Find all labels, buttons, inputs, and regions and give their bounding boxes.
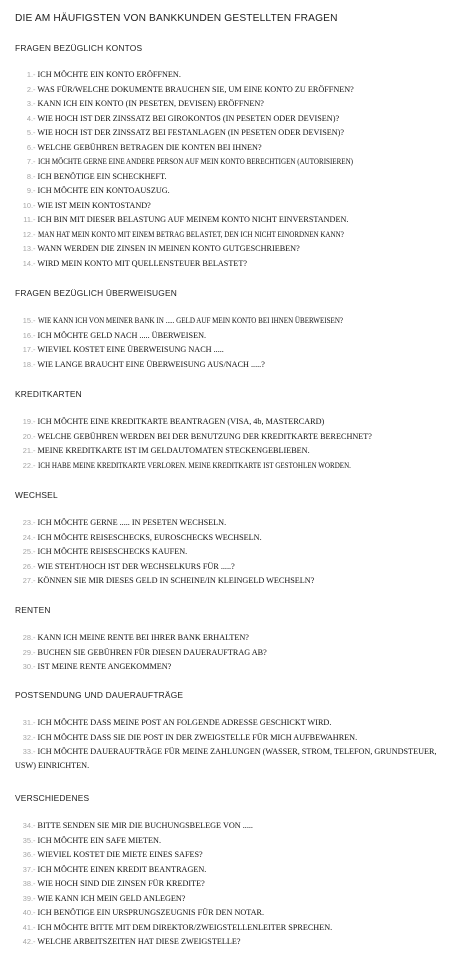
question-text: WIE HOCH IST DER ZINSSATZ BEI GIROKONTOS (IN PESETEN ODER DEVISEN)? [37, 113, 340, 123]
question-text: ICH MÖCHTE EIN KONTO ERÖFFNEN. [37, 70, 181, 79]
question-item: 23.- ICH MÖCHTE GERNE ..... IN PESETEN WECHSELN. [15, 516, 447, 530]
question-item: 35.- ICH MÖCHTE EIN SAFE MIETEN. [15, 834, 447, 848]
question-item: 36.- WIEVIEL KOSTET DIE MIETE EINES SAFES? [15, 848, 447, 862]
question-text: ICH BENÖTIGE EIN URSPRUNGSZEUGNIS FÜR DEN NOTAR. [37, 908, 265, 917]
question-text: WELCHE GEBÜHREN BETRAGEN DIE KONTEN BEI IHNEN? [37, 142, 262, 152]
question-item: 24.- ICH MÖCHTE REISESCHECKS, EUROSCHECKS WECHSELN. [15, 531, 447, 545]
question-number: 26. [22, 561, 33, 571]
question-number: 16. [22, 330, 33, 340]
question-item: 3.- KANN ICH EIN KONTO (IN PESETEN, DEVISEN) ERÖFFNEN? [15, 97, 447, 111]
question-item: 30.- IST MEINE RENTE ANGEKOMMEN? [15, 660, 447, 674]
question-number: 36. [22, 850, 33, 859]
question-text: ICH MÖCHTE BITTE MIT DEM DIREKTOR/ZWEIGSTELLENLEITER SPRECHEN. [37, 922, 333, 932]
question-item: 39.- WIE KANN ICH MEIN GELD ANLEGEN? [15, 892, 447, 906]
question-item: 41.- ICH MÖCHTE BITTE MIT DEM DIREKTOR/ZWEIGSTELLENLEITER SPRECHEN. [15, 921, 447, 935]
question-item: 19.- ICH MÖCHTE EINE KREDITKARTE BEANTRAGEN (VISA, 4b, MASTERCARD) [15, 415, 447, 429]
question-item: 27.- KÖNNEN SIE MIR DIESES GELD IN SCHEINE/IN KLEINGELD WECHSELN? [15, 574, 447, 588]
question-number: 41. [22, 922, 33, 932]
question-text: BUCHEN SIE GEBÜHREN FÜR DIESEN DAUERAUFTRAG AB? [37, 647, 267, 657]
question-number: 8. [26, 171, 33, 181]
question-number: 37. [22, 864, 33, 874]
question-number: 15. [22, 316, 33, 325]
question-number: 29. [22, 647, 33, 657]
question-number: 21. [22, 446, 33, 455]
question-item: 13.- WANN WERDEN DIE ZINSEN IN MEINEN KONTO GUTGESCHRIEBEN? [15, 242, 447, 256]
question-item: 6.- WELCHE GEBÜHREN BETRAGEN DIE KONTEN BEI IHNEN? [15, 141, 447, 155]
question-text: ICH MÖCHTE EIN SAFE MIETEN. [37, 835, 162, 845]
question-item: 37.- ICH MÖCHTE EINEN KREDIT BEANTRAGEN. [15, 863, 447, 877]
question-number: 14. [22, 258, 33, 268]
question-text: WIE HOCH IST DER ZINSSATZ BEI FESTANLAGEN (IN PESETEN ODER DEVISEN)? [37, 128, 345, 137]
question-item: 31.- ICH MÖCHTE DASS MEINE POST AN FOLGENDE ADRESSE GESCHICKT WIRD. [15, 716, 447, 730]
question-number: 27. [22, 576, 33, 585]
question-item: 8.- ICH BENÖTIGE EIN SCHECKHEFT. [15, 170, 447, 184]
question-number: 7. [26, 157, 33, 166]
section-heading-kontos: FRAGEN BEZÜGLICH KONTOS [15, 43, 143, 53]
question-item: 17.- WIEVIEL KOSTET EINE ÜBERWEISUNG NACH ..... [15, 343, 447, 357]
question-text: ICH MÖCHTE EINEN KREDIT BEANTRAGEN. [37, 864, 207, 874]
question-text: ICH MÖCHTE REISESCHECKS KAUFEN. [37, 547, 188, 556]
question-number: 38. [22, 879, 33, 888]
question-number: 2. [26, 84, 33, 94]
question-number: 40. [22, 908, 33, 917]
question-number: 23. [22, 518, 33, 527]
question-text: IST MEINE RENTE ANGEKOMMEN? [37, 662, 172, 671]
question-number: 39. [22, 893, 33, 903]
question-number: 33. [22, 747, 33, 756]
question-number: 19. [22, 417, 33, 426]
question-item: 21.- MEINE KREDITKARTE IST IM GELDAUTOMATEN STECKENGEBLIEBEN. [15, 444, 447, 458]
question-item: 33.- ICH MÖCHTE DAUERAUFTRÄGE FÜR MEINE ZAHLUNGEN (WASSER, STROM, TELEFON, GRUNDSTEUER, USW) EINRICHTEN. [15, 747, 437, 771]
question-number: 3. [26, 99, 33, 108]
question-number: 30. [22, 662, 33, 671]
question-item: 2.- WAS FÜR/WELCHE DOKUMENTE BRAUCHEN SIE, UM EINE KONTO ZU ERÖFFNEN? [15, 83, 447, 97]
question-text: WIRD MEIN KONTO MIT QUELLENSTEUER BELASTET? [37, 258, 247, 268]
question-text: WIE LANGE BRAUCHT EINE ÜBERWEISUNG AUS/NACH .....? [37, 359, 265, 369]
section-heading-postsendung: POSTSENDUNG UND DAUERAUFTRÄGE [15, 690, 184, 700]
question-text: WIEVIEL KOSTET DIE MIETE EINES SAFES? [37, 850, 203, 859]
question-text: ICH MÖCHTE GELD NACH ..... ÜBERWEISEN. [37, 330, 207, 340]
question-text: BITTE SENDEN SIE MIR DIE BUCHUNGSBELEGE VON ..... [37, 821, 253, 830]
question-number: 28. [22, 633, 33, 642]
question-text: WELCHE ARBEITSZEITEN HAT DIESE ZWEIGSTELLE? [37, 937, 241, 946]
question-text: ICH MÖCHTE EIN KONTOAUSZUG. [37, 186, 170, 195]
question-item: 29.- BUCHEN SIE GEBÜHREN FÜR DIESEN DAUERAUFTRAG AB? [15, 646, 447, 660]
question-item: 20.- WELCHE GEBÜHREN WERDEN BEI DER BENUTZUNG DER KREDITKARTE BERECHNET? [15, 430, 447, 444]
question-text: WIE IST MEIN KONTOSTAND? [37, 200, 151, 210]
page-title: DIE AM HÄUFIGSTEN VON BANKKUNDEN GESTELLTEN FRAGEN [15, 13, 338, 24]
question-number: 4. [26, 113, 33, 123]
question-number: 24. [22, 532, 33, 542]
question-number: 6. [26, 142, 33, 152]
question-number: 34. [22, 821, 33, 830]
question-item: 11.- ICH BIN MIT DIESER BELASTUNG AUF MEINEM KONTO NICHT EINVERSTANDEN. [15, 213, 447, 227]
question-item: 1.- ICH MÖCHTE EIN KONTO ERÖFFNEN. [15, 68, 447, 82]
question-number: 35. [22, 835, 33, 845]
question-text: ICH MÖCHTE EINE KREDITKARTE BEANTRAGEN (VISA, 4b, MASTERCARD) [37, 417, 325, 426]
question-text: ICH BENÖTIGE EIN SCHECKHEFT. [37, 171, 167, 181]
question-item: 18.- WIE LANGE BRAUCHT EINE ÜBERWEISUNG AUS/NACH .....? [15, 358, 447, 372]
question-number: 32. [22, 732, 33, 742]
question-text: ICH MÖCHTE REISESCHECKS, EUROSCHECKS WECHSELN. [37, 532, 262, 542]
question-text: WIE HOCH SIND DIE ZINSEN FÜR KREDITE? [37, 879, 205, 888]
question-item: 7.- ICH MÖCHTE GERNE EINE ANDERE PERSON AUF MEIN KONTO BERECHTIGEN (AUTORISIEREN) [15, 155, 447, 169]
question-number: 20. [22, 431, 33, 441]
question-text: ICH MÖCHTE DAUERAUFTRÄGE FÜR MEINE ZAHLUNGEN (WASSER, STROM, TELEFON, GRUNDSTEUER, USW) EINRICHTEN. [15, 747, 437, 771]
question-item: 32.- ICH MÖCHTE DASS SIE DIE POST IN DER ZWEIGSTELLE FÜR MICH AUFBEWAHREN. [15, 731, 447, 745]
question-item: 38.- WIE HOCH SIND DIE ZINSEN FÜR KREDITE? [15, 877, 447, 891]
question-item: 15.- WIE KANN ICH VON MEINER BANK IN ..... GELD AUF MEIN KONTO BEI IHNEN ÜBERWEISEN? [15, 314, 447, 328]
question-number: 42. [22, 937, 33, 946]
section-heading-renten: RENTEN [15, 605, 51, 615]
question-number: 31. [22, 718, 33, 727]
question-item: 16.- ICH MÖCHTE GELD NACH ..... ÜBERWEISEN. [15, 329, 447, 343]
question-item: 40.- ICH BENÖTIGE EIN URSPRUNGSZEUGNIS FÜR DEN NOTAR. [15, 906, 447, 920]
question-text: WIE KANN ICH VON MEINER BANK IN ..... GELD AUF MEIN KONTO BEI IHNEN ÜBERWEISEN? [37, 316, 343, 325]
section-heading-ueberweisungen: FRAGEN BEZÜGLICH ÜBERWEISUGEN [15, 288, 178, 298]
question-text: ICH MÖCHTE DASS MEINE POST AN FOLGENDE ADRESSE GESCHICKT WIRD. [37, 718, 332, 727]
question-number: 11. [23, 215, 33, 224]
question-text: KANN ICH EIN KONTO (IN PESETEN, DEVISEN) ERÖFFNEN? [37, 99, 264, 108]
question-text: WANN WERDEN DIE ZINSEN IN MEINEN KONTO GUTGESCHRIEBEN? [37, 244, 300, 253]
question-text: ICH MÖCHTE GERNE EINE ANDERE PERSON AUF MEIN KONTO BERECHTIGEN (AUTORISIEREN) [37, 157, 353, 166]
question-text: ICH BIN MIT DIESER BELASTUNG AUF MEINEM KONTO NICHT EINVERSTANDEN. [37, 215, 349, 224]
question-number: 22. [22, 460, 33, 470]
question-text: WELCHE GEBÜHREN WERDEN BEI DER BENUTZUNG DER KREDITKARTE BERECHNET? [37, 431, 372, 441]
question-text: ICH HABE MEINE KREDITKARTE VERLOREN. MEINE KREDITKARTE IST GESTOHLEN WORDEN. [37, 460, 351, 470]
section-heading-kreditkarten: KREDITKARTEN [15, 389, 82, 399]
question-text: MAN HAT MEIN KONTO MIT EINEM BETRAG BELASTET, DEN ICH NICHT EINORDNEN KANN? [37, 229, 344, 239]
question-text: WIE KANN ICH MEIN GELD ANLEGEN? [37, 893, 186, 903]
question-text: WAS FÜR/WELCHE DOKUMENTE BRAUCHEN SIE, UM EINE KONTO ZU ERÖFFNEN? [37, 84, 354, 94]
question-item: 42.- WELCHE ARBEITSZEITEN HAT DIESE ZWEIGSTELLE? [15, 935, 447, 949]
question-text: ICH MÖCHTE DASS SIE DIE POST IN DER ZWEIGSTELLE FÜR MICH AUFBEWAHREN. [37, 732, 358, 742]
question-item: 9.- ICH MÖCHTE EIN KONTOAUSZUG. [15, 184, 447, 198]
question-item: 12.- MAN HAT MEIN KONTO MIT EINEM BETRAG BELASTET, DEN ICH NICHT EINORDNEN KANN? [15, 228, 447, 242]
question-text: MEINE KREDITKARTE IST IM GELDAUTOMATEN STECKENGEBLIEBEN. [37, 446, 310, 455]
question-item: 14.- WIRD MEIN KONTO MIT QUELLENSTEUER BELASTET? [15, 257, 447, 271]
question-text: WIEVIEL KOSTET EINE ÜBERWEISUNG NACH ..... [37, 345, 224, 354]
question-item: 28.- KANN ICH MEINE RENTE BEI IHRER BANK ERHALTEN? [15, 631, 447, 645]
question-number: 18. [22, 359, 33, 369]
question-text: ICH MÖCHTE GERNE ..... IN PESETEN WECHSELN. [37, 518, 227, 527]
question-number: 25. [22, 547, 33, 556]
question-number: 9. [26, 186, 33, 195]
question-number: 13. [22, 244, 33, 253]
question-number: 1. [26, 70, 33, 79]
question-number: 10. [22, 200, 33, 210]
question-item: 10.- WIE IST MEIN KONTOSTAND? [15, 199, 447, 213]
question-number: 12. [22, 229, 33, 239]
question-text: KANN ICH MEINE RENTE BEI IHRER BANK ERHALTEN? [37, 633, 249, 642]
section-heading-verschiedenes: VERSCHIEDENES [15, 793, 90, 803]
question-text: KÖNNEN SIE MIR DIESES GELD IN SCHEINE/IN KLEINGELD WECHSELN? [37, 576, 315, 585]
question-item: 25.- ICH MÖCHTE REISESCHECKS KAUFEN. [15, 545, 447, 559]
section-heading-wechsel: WECHSEL [15, 490, 58, 500]
question-item: 4.- WIE HOCH IST DER ZINSSATZ BEI GIROKONTOS (IN PESETEN ODER DEVISEN)? [15, 112, 447, 126]
question-item: 34.- BITTE SENDEN SIE MIR DIE BUCHUNGSBELEGE VON ..... [15, 819, 447, 833]
question-number: 5. [26, 128, 33, 137]
question-item: 5.- WIE HOCH IST DER ZINSSATZ BEI FESTANLAGEN (IN PESETEN ODER DEVISEN)? [15, 126, 447, 140]
question-item: 26.- WIE STEHT/HOCH IST DER WECHSELKURS FÜR .....? [15, 560, 447, 574]
question-text: WIE STEHT/HOCH IST DER WECHSELKURS FÜR .....? [37, 561, 235, 571]
question-number: 17. [22, 345, 33, 354]
question-item: 22.- ICH HABE MEINE KREDITKARTE VERLOREN. MEINE KREDITKARTE IST GESTOHLEN WORDEN. [15, 459, 447, 473]
